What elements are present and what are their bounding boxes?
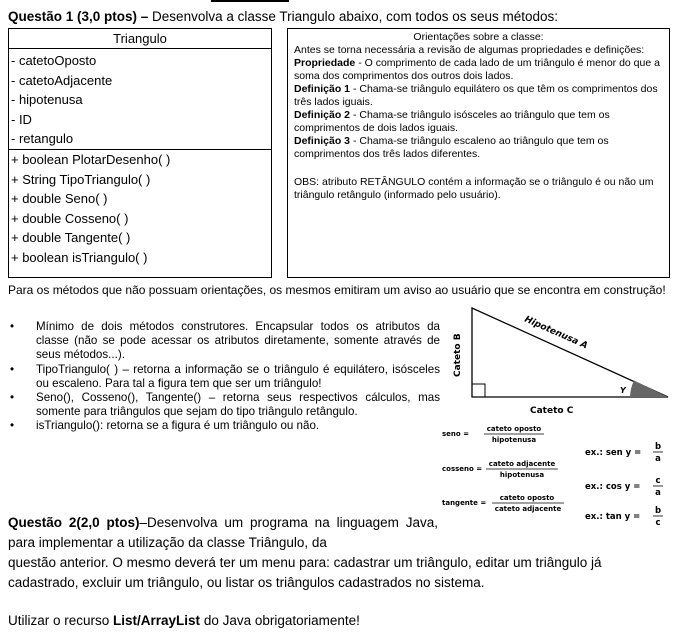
definition-1 — [294, 83, 663, 109]
uml-attribute: - hipotenusa — [11, 92, 83, 108]
property-paragraph — [294, 57, 663, 83]
final-instruction — [8, 613, 360, 628]
question-2-title: Questão 2(2,0 ptos) — [8, 515, 140, 530]
sine-denominator: hipotenusa — [491, 436, 537, 444]
question-1-text: Desenvolva a classe Triangulo abaixo, com todos os seus métodos: — [148, 9, 559, 24]
uml-class-name: Triangulo — [9, 29, 271, 49]
definition-3 — [294, 135, 663, 161]
orientation-box — [287, 28, 670, 278]
cosine-lhs: cosseno = — [442, 465, 483, 473]
definition-1-label: Definição 1 — [294, 83, 351, 95]
uml-method: + double Tangente( ) — [11, 230, 131, 246]
cathetus-b-label: Cateto B — [453, 333, 463, 377]
cosine-numerator: cateto adjacente — [488, 460, 556, 468]
uml-attributes — [9, 49, 271, 150]
tangent-numerator: cateto oposto — [499, 494, 555, 502]
uml-attribute: - ID — [11, 111, 32, 127]
question-2-text-a: –Desenvolva um programa na linguagem Java, para implementar a utilização da classe Triângulo, da — [8, 515, 438, 550]
orientation-title: Orientações sobre a classe: — [413, 31, 544, 43]
tangent-example-denominator: c — [655, 518, 661, 528]
final-instruction-post: do Java obrigatoriamente! — [200, 613, 360, 628]
uml-method: + double Cosseno( ) — [11, 210, 129, 226]
uml-attribute: - retangulo — [11, 131, 74, 147]
uml-method: + boolean isTriangulo( ) — [11, 249, 148, 265]
question-2-paragraph — [8, 513, 438, 553]
list-item: • Mínimo de dois métodos construtores. Encapsular todos os atributos da classe (não se pode acessar os atributos diretamente, somente através de seus métodos...). — [8, 320, 440, 363]
question-2-text-b: questão anterior. O mesmo deverá ter um menu para: cadastrar um triângulo, editar um triângulo já cadastrado, excluir um triângulo, ou listar os triângulos cadastrados no sistema. — [8, 555, 602, 590]
uml-method: + double Seno( ) — [11, 191, 108, 207]
right-angle-marker — [472, 384, 485, 397]
list-item: • Seno(), Cosseno(), Tangente() – retorna seus respectivos cálculos, mas somente para triângulos que sejam do tipo triângulo retângulo. — [8, 391, 440, 419]
uml-methods — [9, 150, 271, 268]
uml-method: + String TipoTriangulo( ) — [11, 171, 151, 187]
final-instruction-bold: List/ArrayList — [113, 613, 201, 628]
question-1-title: Questão 1 (3,0 ptos) – — [8, 9, 149, 24]
observation-note: OBS: atributo RETÂNGULO contém a informação se o triângulo é ou não um triângulo retângulo (informado pelo usuário). — [294, 176, 654, 201]
uml-attribute: - catetoOposto — [11, 53, 97, 68]
list-item: • isTriangulo(): retorna se a figura é um triângulo ou não. — [8, 419, 440, 433]
sine-example-denominator: a — [655, 454, 661, 464]
top-rule — [211, 0, 289, 2]
cosine-example-numerator: c — [655, 476, 661, 486]
definition-3-text: - Chama-se triângulo escaleno ao triângulo que tem os comprimentos dos três lados diferentes. — [294, 135, 609, 160]
final-instruction-pre: Utilizar o recurso — [8, 613, 114, 628]
definition-1-text: - Chama-se triângulo equilátero os que têm os comprimentos dos três lados iguais. — [294, 83, 658, 108]
tangent-example: ex.: tan y = — [585, 512, 641, 522]
sine-numerator: cateto oposto — [486, 425, 542, 433]
requirements-list — [8, 320, 440, 434]
cathetus-c-label: Cateto C — [530, 406, 574, 416]
triangle-figure — [440, 305, 672, 535]
cosine-example-denominator: a — [655, 488, 661, 498]
uml-attribute: - catetoAdjacente — [11, 72, 113, 88]
definition-3-label: Definição 3 — [294, 135, 351, 147]
property-label: Propriedade — [294, 57, 356, 69]
uml-class-box — [8, 28, 272, 278]
cosine-example: ex.: cos y = — [585, 482, 641, 492]
sine-example-numerator: b — [654, 442, 662, 452]
cosine-denominator: hipotenusa — [499, 471, 545, 479]
definition-2 — [294, 109, 663, 135]
angle-shading — [630, 381, 668, 398]
tangent-denominator: cateto adjacente — [494, 505, 562, 513]
uml-method: + boolean PlotarDesenho( ) — [11, 151, 171, 167]
orientation-intro: Antes se torna necessária a revisão de algumas propriedades e definições: — [294, 44, 645, 56]
sine-example: ex.: sen y = — [585, 448, 642, 458]
sine-lhs: seno = — [442, 430, 470, 438]
definition-2-text: - Chama-se triângulo isósceles ao triângulo que tem os comprimentos de dois lados iguais. — [294, 109, 610, 134]
tangent-example-numerator: b — [654, 506, 662, 516]
body-paragraph: Para os métodos que não possuam orientações, os mesmos emitiram um aviso ao usuário que se encontra em construção! — [8, 283, 666, 297]
definition-2-label: Definição 2 — [294, 109, 351, 121]
list-item: • TipoTriangulo( ) – retorna a informação se o triângulo é equilátero, isósceles ou escaleno. Para tal a figura tem que ser um triângulo! — [8, 363, 440, 391]
tangent-lhs: tangente = — [442, 499, 487, 507]
angle-label: Y — [620, 386, 626, 395]
hypotenuse-label: Hipotenusa A — [522, 314, 589, 352]
property-text: - O comprimento de cada lado de um triângulo é menor do que a soma dos comprimentos dos outros dois lados. — [294, 57, 660, 82]
question-1-heading — [8, 9, 558, 24]
